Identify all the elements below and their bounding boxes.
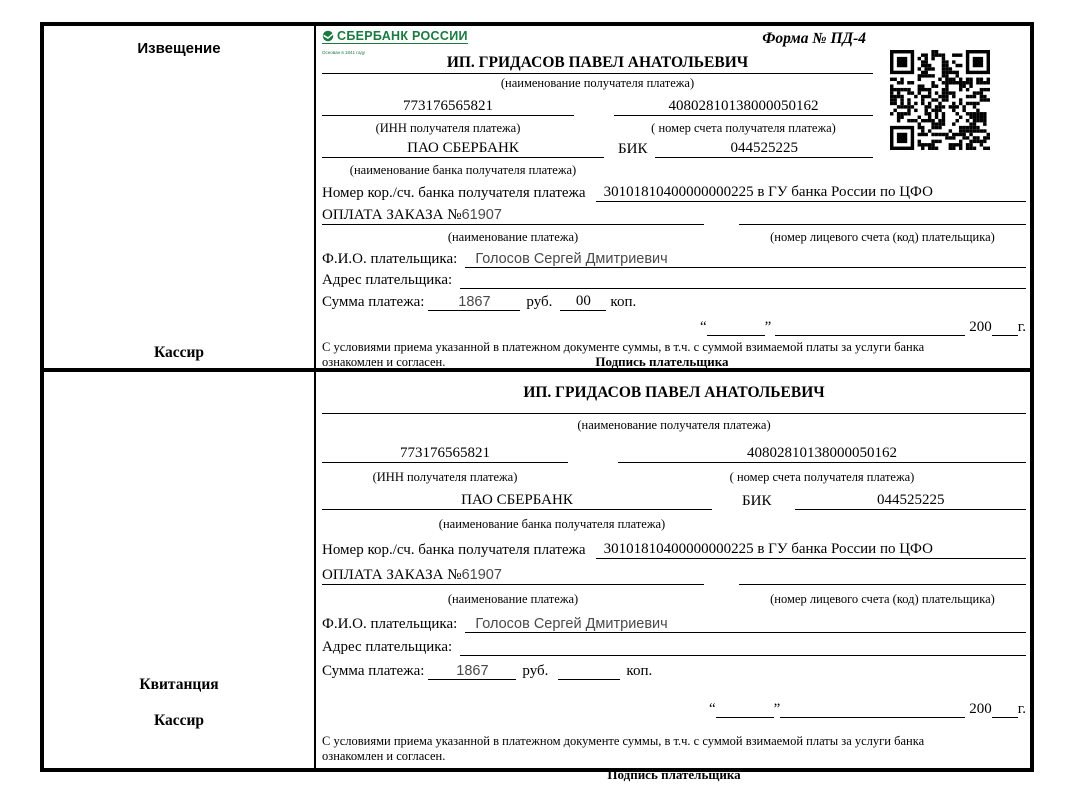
sum-label: Сумма платежа: xyxy=(322,663,425,679)
account-caption: ( номер счета получателя платежа) xyxy=(729,470,915,484)
sum-rub-value: 1867 xyxy=(428,294,520,311)
sberbank-logo-tagline: Основан в 1841 году xyxy=(322,50,366,55)
date-quote-open: “ xyxy=(708,701,716,717)
cashier-label: Кассир xyxy=(153,712,205,729)
recipient-name: ИП. ГРИДАСОВ ПАВЕЛ АНАТОЛЬЕВИЧ xyxy=(322,384,1026,414)
inn-value: 773176565821 xyxy=(322,444,568,463)
sum-label: Сумма платежа: xyxy=(322,294,425,310)
rub-label: руб. xyxy=(522,663,549,679)
fio-label: Ф.И.О. плательщика: xyxy=(322,616,458,632)
date-year-prefix: 200 xyxy=(969,701,992,717)
order-number-value: 61907 xyxy=(461,567,502,583)
receipt-section xyxy=(44,372,1030,782)
bik-value: 044525225 xyxy=(655,139,873,158)
personal-account-blank xyxy=(739,584,1026,585)
personal-account-blank xyxy=(739,224,1026,225)
payer-name-value: Голосов Сергей Дмитриевич xyxy=(465,616,1026,633)
agreement-line1: С условиями приема указанной в платежном документе суммы, в т.ч. с суммой взимаемой платы за услуги банка xyxy=(322,340,925,354)
bank-caption: (наименование банка получателя платежа) xyxy=(438,517,666,531)
sum-rub-value: 1867 xyxy=(428,663,516,680)
payer-signature-label: Подпись плательщика xyxy=(607,767,741,782)
bank-name-value: ПАО СБЕРБАНК xyxy=(322,491,712,510)
date-quote-close: ” xyxy=(764,319,772,335)
corr-value: 30101810400000000225 в ГУ банка России по ЦФО xyxy=(596,183,1026,202)
date-year-suffix: г. xyxy=(1017,701,1026,717)
bank-name-value: ПАО СБЕРБАНК xyxy=(322,139,604,158)
address-label: Адрес плательщика: xyxy=(322,639,453,655)
receipt-body xyxy=(316,372,1030,782)
date-year-suffix: г. xyxy=(1017,319,1026,335)
payment-name-value: ОПЛАТА ЗАКАЗА № xyxy=(322,567,462,583)
date-month-blank xyxy=(775,335,965,336)
account-caption: ( номер счета получателя платежа) xyxy=(651,121,836,135)
agreement-line1: С условиями приема указанной в платежном документе суммы, в т.ч. с суммой взимаемой платы за услуги банка xyxy=(322,734,925,748)
personal-account-caption: (номер лицевого счета (код) плательщика) xyxy=(770,592,995,606)
bik-label: БИК xyxy=(618,141,648,157)
address-blank xyxy=(460,288,1026,289)
sberbank-logo-icon xyxy=(322,30,334,42)
date-day-blank xyxy=(707,335,765,336)
notice-left-cell xyxy=(44,26,316,368)
date-quote-close: ” xyxy=(773,701,781,717)
notice-section xyxy=(44,26,1030,372)
date-year-blank xyxy=(992,335,1018,336)
account-value: 40802810138000050162 xyxy=(614,97,873,116)
recipient-caption: (наименование получателя платежа) xyxy=(500,76,695,90)
account-value: 40802810138000050162 xyxy=(618,444,1026,463)
inn-caption: (ИНН получателя платежа) xyxy=(375,121,521,135)
payer-signature-label: Подпись плательщика xyxy=(595,353,729,369)
recipient-caption: (наименование получателя платежа) xyxy=(577,418,771,432)
form-title: Форма № ПД-4 xyxy=(762,30,866,47)
recipient-name: ИП. ГРИДАСОВ ПАВЕЛ АНАТОЛЬЕВИЧ xyxy=(322,54,873,74)
agreement-line2: ознакомлен и согласен. xyxy=(322,749,446,763)
address-blank xyxy=(460,655,1026,656)
kop-label: коп. xyxy=(626,663,653,679)
notice-label: Извещение xyxy=(137,40,221,57)
sum-kop-value: 00 xyxy=(560,292,606,311)
pd4-payment-form xyxy=(40,22,1034,782)
payment-name-caption: (наименование платежа) xyxy=(447,230,579,244)
date-year-blank xyxy=(992,717,1018,718)
cashier-label: Кассир xyxy=(153,344,205,361)
bik-value: 044525225 xyxy=(795,491,1026,510)
sberbank-logo-text: СБЕРБАНК РОССИИ xyxy=(337,28,468,43)
receipt-left-cell xyxy=(44,372,316,768)
inn-caption: (ИНН получателя платежа) xyxy=(372,470,518,484)
personal-account-caption: (номер лицевого счета (код) плательщика) xyxy=(770,230,995,244)
corr-label: Номер кор./сч. банка получателя платежа xyxy=(322,185,586,201)
payment-name-value: ОПЛАТА ЗАКАЗА № xyxy=(322,207,462,223)
date-month-blank xyxy=(780,717,965,718)
qr-code xyxy=(890,50,990,150)
agreement-line2: ознакомлен и согласен. xyxy=(322,354,446,369)
notice-body xyxy=(316,26,1030,368)
bank-caption: (наименование банка получателя платежа) xyxy=(349,163,577,177)
kop-label: коп. xyxy=(610,294,637,310)
receipt-label: Квитанция xyxy=(139,676,219,693)
sum-kop-value xyxy=(558,679,620,680)
inn-value: 773176565821 xyxy=(322,97,574,116)
bik-label: БИК xyxy=(742,493,772,509)
payment-name-caption: (наименование платежа) xyxy=(447,592,579,606)
corr-label: Номер кор./сч. банка получателя платежа xyxy=(322,542,586,558)
address-label: Адрес плательщика: xyxy=(322,272,453,288)
date-quote-open: “ xyxy=(699,319,707,335)
payer-name-value: Голосов Сергей Дмитриевич xyxy=(465,251,1026,268)
order-number-value: 61907 xyxy=(461,207,502,223)
rub-label: руб. xyxy=(526,294,553,310)
fio-label: Ф.И.О. плательщика: xyxy=(322,251,458,267)
sberbank-logo xyxy=(322,30,468,58)
corr-value: 30101810400000000225 в ГУ банка России по ЦФО xyxy=(596,540,1026,559)
date-day-blank xyxy=(716,717,774,718)
date-year-prefix: 200 xyxy=(969,319,992,335)
